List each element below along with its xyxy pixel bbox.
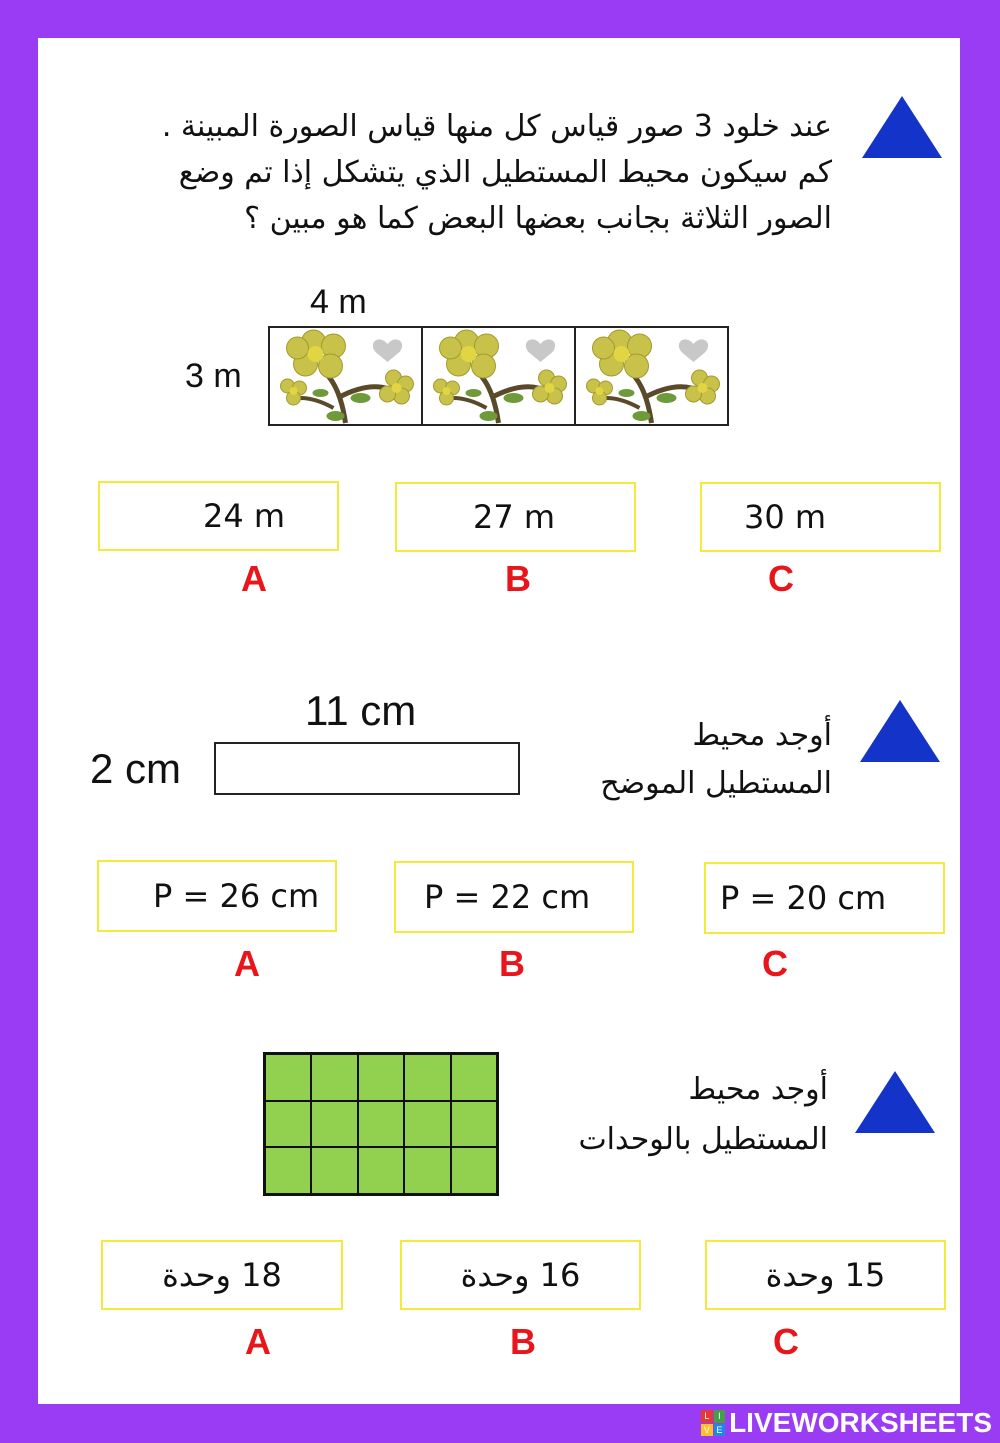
question-3-letter-a: A: [245, 1321, 271, 1362]
liveworksheets-logo[interactable]: [701, 1406, 992, 1440]
question-2-option-b[interactable]: [394, 861, 634, 933]
question-2-option-c[interactable]: [704, 862, 945, 934]
grid-cell: [451, 1101, 497, 1148]
question-3-letter-c: C: [773, 1321, 799, 1362]
grid-cell: [265, 1101, 311, 1148]
question-1-letter-c: C: [768, 558, 794, 599]
option-value: 30 m: [744, 498, 827, 536]
grid-cell: [311, 1147, 357, 1194]
question-2-rectangle: [214, 742, 520, 795]
grid-cell: [265, 1054, 311, 1101]
grid-cell: [358, 1147, 404, 1194]
question-1-letter-a: A: [241, 558, 267, 599]
question-1-text: عند خلود 3 صور قياس كل منها قياس الصورة المبينة . كم سيكون محيط المستطيل الذي يتشكل إذا تم وضع الصور الثلاثة بجانب بعضها البعض كما هو مبين ؟: [161, 109, 832, 236]
question-3-option-a[interactable]: [101, 1240, 343, 1310]
question-1-triangle-icon: [862, 96, 942, 158]
flower-icon: [576, 328, 727, 424]
unit-grid-rectangle: [263, 1052, 499, 1196]
question-3-triangle-icon: [855, 1071, 935, 1133]
flower-picture-2: [421, 326, 576, 426]
grid-cell: [451, 1054, 497, 1101]
option-value: P = 26 cm: [153, 877, 320, 915]
option-value: 16 وحدة: [460, 1256, 581, 1294]
grid-cell: [265, 1147, 311, 1194]
flower-icon: [423, 328, 574, 424]
question-2-width-label: 11 cm: [305, 687, 417, 734]
option-value: 18 وحدة: [162, 1256, 282, 1294]
grid-cell: [358, 1101, 404, 1148]
question-3-text: أوجد محيط المستطيل بالوحدات: [578, 1072, 828, 1157]
grid-cell: [311, 1054, 357, 1101]
question-1-width-label: 4 m: [310, 283, 367, 321]
grid-cell: [404, 1101, 450, 1148]
question-2-option-a[interactable]: [97, 860, 337, 932]
question-2-triangle-icon: [860, 700, 940, 762]
flower-icon: [270, 328, 421, 424]
grid-cell: [451, 1147, 497, 1194]
grid-cell: [404, 1147, 450, 1194]
question-1-option-c[interactable]: [700, 482, 941, 552]
logo-text: LIVEWORKSHEETS: [729, 1407, 992, 1438]
grid-cell: [404, 1054, 450, 1101]
option-value: P = 22 cm: [424, 878, 591, 916]
grid-cell: [358, 1054, 404, 1101]
question-2-letter-a: A: [234, 943, 260, 984]
grid-cell: [311, 1101, 357, 1148]
question-2-height-label: 2 cm: [90, 745, 182, 792]
question-2-letter-c: C: [762, 943, 788, 984]
question-1-option-a[interactable]: [98, 481, 339, 551]
flower-picture-3: [574, 326, 729, 426]
flower-picture-1: [268, 326, 423, 426]
option-value: P = 20 cm: [720, 879, 887, 917]
question-3-option-c[interactable]: [705, 1240, 946, 1310]
question-1-letter-b: B: [505, 558, 531, 599]
option-value: 24 m: [203, 497, 286, 535]
option-value: 15 وحدة: [765, 1256, 886, 1294]
option-value: 27 m: [473, 498, 556, 536]
question-3-letter-b: B: [510, 1321, 536, 1362]
question-2-text: أوجد محيط المستطيل الموضح: [600, 718, 832, 801]
question-3-option-b[interactable]: [400, 1240, 641, 1310]
logo-badge-icon: L I V E: [701, 1410, 725, 1436]
question-1-height-label: 3 m: [185, 357, 242, 395]
question-2-letter-b: B: [499, 943, 525, 984]
question-1-option-b[interactable]: [395, 482, 636, 552]
